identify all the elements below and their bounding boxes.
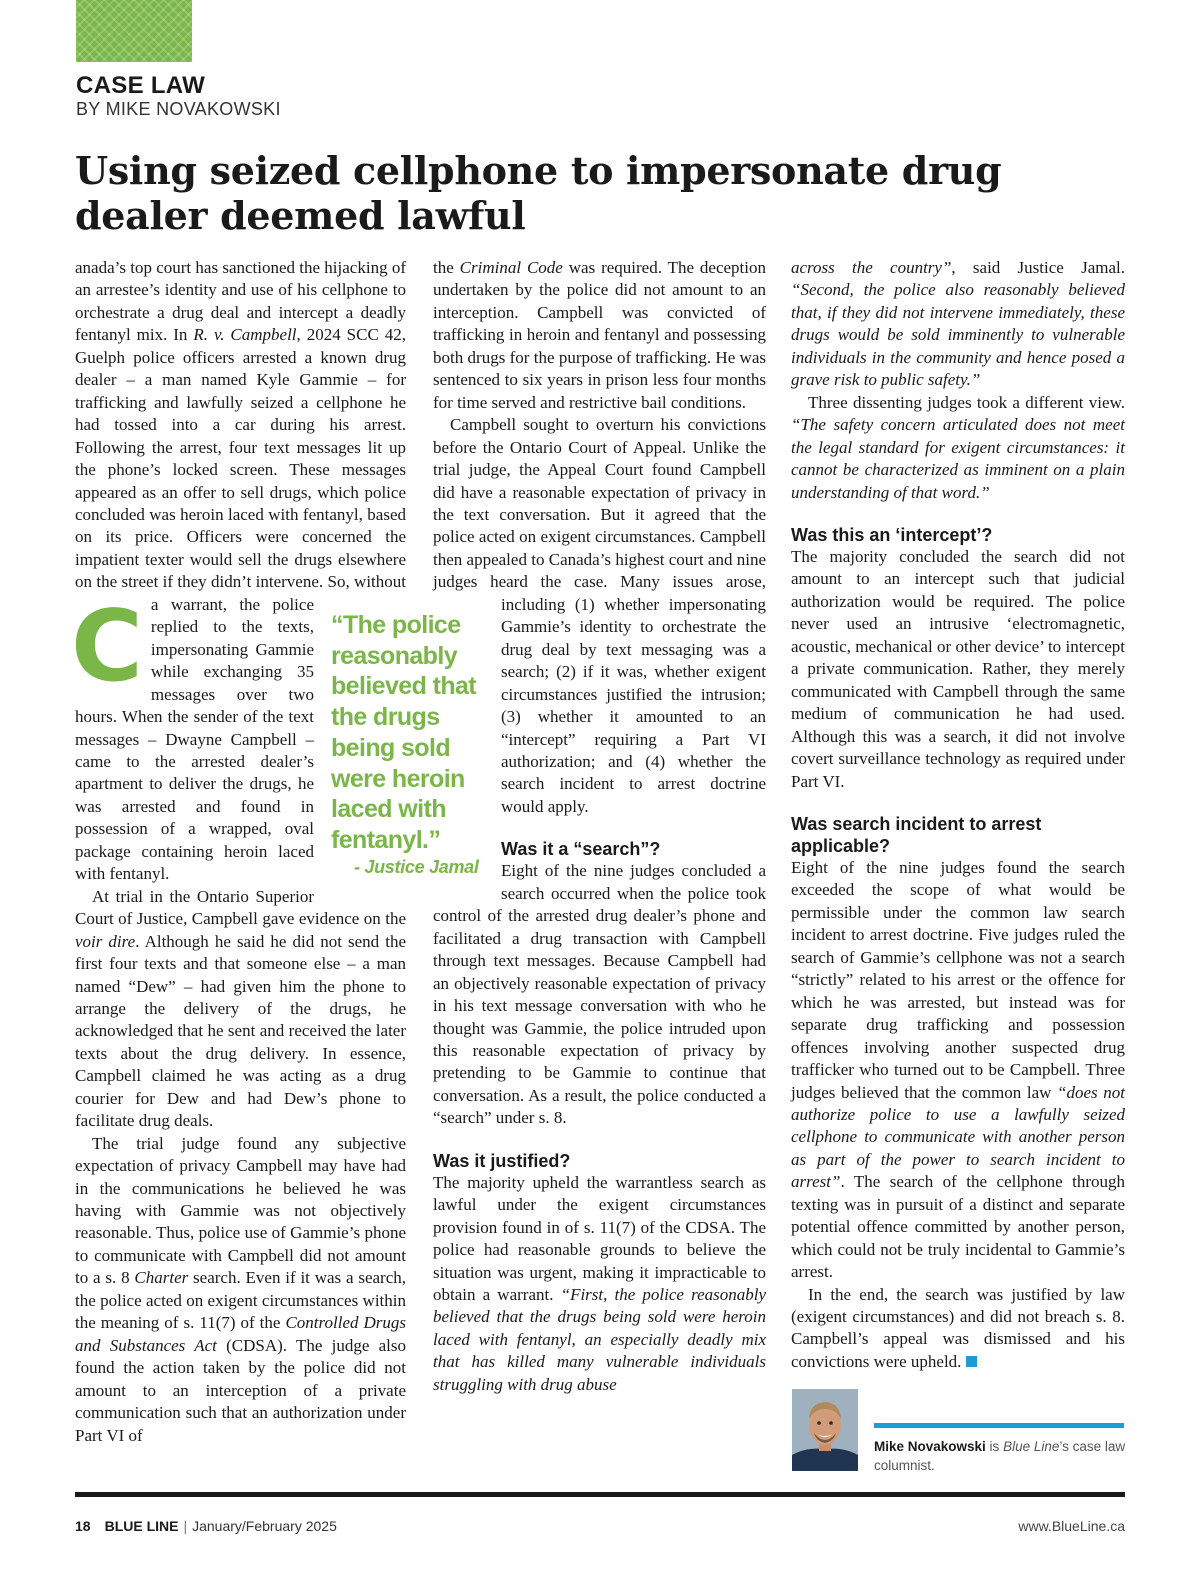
paragraph: The trial judge found any subjective expectation of privacy Campbell may have had in the communications he believed he was having with Gammie was not objectively reasonable. Thus, police use of Gammie’s phone to communicate with Campbell did not amount to a s. 8 Charter search. Even if it was a search, the police acted on exigent circumstances within the meaning of s. 11(7) of the Controlled Drugs and Substances Act (CDSA). The judge also found the action taken by the police did not amount to an interception of a private communication such that an authorization under Part VI of [75,1133,406,1445]
page-number: 18 [75,1518,91,1534]
page-footer [75,1518,1125,1538]
paragraph: the Criminal Code was required. The deception undertaken by the police did not amount to an interception. Campbell was convicted of trafficking in heroin and fentanyl and possessing both drugs for the purpose of trafficking. He was sentenced to six years in prison less four months for time served and restrictive bail conditions. [433,258,766,412]
byline: BY MIKE NOVAKOWSKI [76,99,281,119]
paragraph: In the end, the search was justified by law (exigent circumstances) and did not breach s. 8. Campbell’s appeal was dismissed and his convictions were upheld. [791,1284,1125,1371]
subhead-intercept: Was this an ‘intercept’? [791,524,993,545]
section-color-tab [76,0,192,62]
footer-rule [75,1492,1125,1497]
footer-separator: | [183,1518,188,1534]
article-column-3 [791,257,1125,1373]
paragraph: across the country”, said Justice Jamal. “Second, the police also reasonably believed that, if they did not intervene immediately, these drugs would be sold imminently to vulnerable individuals in the community and hence posed a grave risk to public safety.” [791,258,1125,390]
paragraph: Eight of the nine judges concluded a search occurred when the police took control of the arrested drug dealer’s phone and facilitated a drug transaction with Campbell through text messages. Because Campbell had an objectively reasonable expectation of privacy in his text message conversation with who he thought was Gammie, the police intruded upon this reasonable expectation of privacy by pretending to be Gammie to continue that conversation. As a result, the police conducted a “search” under s. 8. [433,861,766,1128]
paragraph: At trial in the Ontario Superior Court of Justice, Campbell gave evidence on the voir dire. Although he said he did not send the first four texts and that someone else – a man named “Dew” – had given him the phone to arrange the delivery of the drugs, he acknowledged that he sent and received the later texts about the drug delivery. In essence, Campbell claimed he was acting as a drug courier for Dew and had Dew’s phone to facilitate drug deals. [75,886,407,1131]
magazine-name: BLUE LINE [104,1518,179,1534]
subhead-search: Was it a “search”? [501,839,661,860]
author-accent-bar [874,1423,1124,1428]
pull-quote-attribution: - Justice Jamal [354,857,479,877]
square-end-mark-icon [966,1356,977,1367]
drop-cap: C [71,590,143,704]
issue-date: January/February 2025 [192,1518,337,1534]
footer-url[interactable]: www.BlueLine.ca [1018,1518,1125,1534]
author-bio: Mike Novakowski is Blue Line’s case law columnist. [874,1439,1126,1473]
section-kicker: CASE LAW [76,72,206,99]
article-headline: Using seized cellphone to impersonate drug dealer deemed lawful [75,148,1002,238]
subhead-incident-to-arrest: Was search incident to arrest applicable? [791,813,1042,856]
author-photo [792,1389,858,1471]
subhead-justified: Was it justified? [433,1150,571,1171]
article-column-2 [433,257,766,1396]
paragraph: Campbell sought to overturn his convictions before the Ontario Court of Appeal. Unlike the trial judge, the Appeal Court found Campbell did have a reasonable expectation of privacy in the text conversation. But it agreed that the police acted on exigent circumstances. Campbell then appealed to Canada’s highest court and nine judges heard the case. Many issues arose, including (1) whether impersonating Gammie’s identity to orchestrate the drug deal by text messaging was a search; (2) if it was, whether exigent circumstances justified the intrusion; (3) whether it amounted to an “intercept” requiring a Part VI authorization; and (4) whether the search incident to arrest doctrine would apply. [433,415,766,816]
paragraph: The majority upheld the warrantless search as lawful under the exigent circumstances provision found in of s. 11(7) of the CDSA. The police had reasonable grounds to believe the situation was urgent, making it impracticable to obtain a warrant. “First, the police reasonably believed that the drugs being sold were heroin laced with fentanyl, an especially deadly mix that has killed many vulnerable individuals struggling with drug abuse [433,1172,766,1394]
paragraph: C anada’s top court has sanctioned the hijacking of an arrestee’s identity and use of his cellphone to orchestrate a drug deal and intercept a deadly fentanyl mix. In R. v. Campbell, 2024 SCC 42, Guelph police officers arrested a known drug dealer – a man named Kyle Gammie – for trafficking and lawfully seized a cellphone he had tossed into a car during his arrest. Following the arrest, four text messages lit up the phone’s locked screen. These messages appeared as an offer to sell drugs, which police concluded was heroin laced with fentanyl, based on its price. Officers were concerned the impatient texter would sell the drugs elsewhere on the street if they didn’t intervene. So, without a warrant, the police replied to the texts, impersonating Gammie while exchanging 35 messages over two hours. When the sender of the text messages – Dwayne Campbell – came to the arrested dealer’s apartment to deliver the drugs, he was arrested and found in possession of a wrapped, oval package containing heroin laced with fentanyl. [71,258,406,884]
pull-quote: “The police reasonably believed that the drugs being sold were heroin laced with fentanyl.” [331,611,477,854]
paragraph: The majority concluded the search did not amount to an intercept such that judicial authorization would be required. The police never used an intrusive ‘electromagnetic, acoustic, mechanical or other device’ to intercept a private communication. Rather, they merely communicated with Campbell through the same medium of communication he had used. Although this was a search, it did not involve covert surveillance technology as required under Part VI. [791,546,1125,791]
paragraph: Three dissenting judges took a different view. “The safety concern articulated does not meet the legal standard for exigent circumstances: it cannot be characterized as imminent on a plain understanding of that word.” [791,392,1125,502]
paragraph: Eight of the nine judges found the search exceeded the scope of what would be permissible under the common law search incident to arrest doctrine. Five judges ruled the search of Gammie’s cellphone was not a search “strictly” related to his arrest or the offence for which he was arrested, but instead was for separate drug trafficking and possession offences involving another suspected drug trafficker who turned out to be Campbell. Three judges believed that the common law “does not authorize police to use a lawfully seized cellphone to communicate with another person as part of the power to search incident to arrest”. The search of the cellphone through texting was in pursuit of a distinct and separate potential offence committed by another person, which could not be truly incidental to Gammie’s arrest. [791,857,1125,1282]
